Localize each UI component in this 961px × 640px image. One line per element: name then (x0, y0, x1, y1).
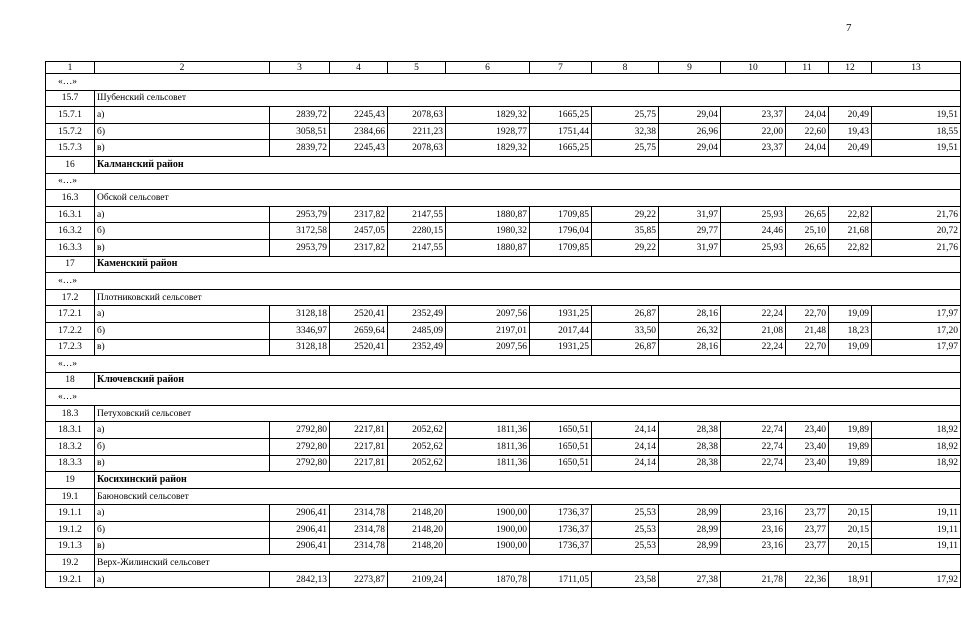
omission-row (46, 389, 961, 406)
table-cell: 1931,25 (530, 339, 592, 356)
table-cell: 21,76 (872, 239, 961, 256)
table-cell: 28,38 (659, 439, 721, 456)
table-cell: 2352,49 (388, 339, 446, 356)
table-cell: 1711,05 (530, 571, 592, 588)
omission-mark: «…» (46, 173, 961, 190)
table-cell: 28,38 (659, 422, 721, 439)
table-cell: 18,23 (829, 322, 872, 339)
table-cell: 2317,82 (330, 239, 388, 256)
table-cell: 2017,44 (530, 322, 592, 339)
district-row (46, 372, 961, 389)
table-cell: 23,16 (721, 522, 786, 539)
row-code: 17 (46, 256, 95, 273)
table-cell: 1665,25 (530, 140, 592, 157)
council-row (46, 289, 961, 306)
table-cell: 19,51 (872, 140, 961, 157)
table-cell: 2906,41 (270, 505, 330, 522)
table-cell: 24,14 (592, 422, 659, 439)
table-cell: 26,87 (592, 306, 659, 323)
table-cell: 32,38 (592, 123, 659, 140)
table-cell: 24,14 (592, 455, 659, 472)
table-cell: 28,38 (659, 455, 721, 472)
table-row (46, 107, 961, 124)
row-label: б) (95, 322, 270, 339)
council-name: Шубенский сельсовет (95, 90, 961, 107)
row-code: 18.3 (46, 405, 95, 422)
council-name: Баюновский сельсовет (95, 488, 961, 505)
table-cell: 17,20 (872, 322, 961, 339)
table-cell: 23,77 (786, 522, 829, 539)
table-cell: 25,53 (592, 538, 659, 555)
table-row (46, 571, 961, 588)
table-cell: 2906,41 (270, 522, 330, 539)
table-cell: 22,00 (721, 123, 786, 140)
table-cell: 19,09 (829, 306, 872, 323)
district-row (46, 472, 961, 489)
table-cell: 21,78 (721, 571, 786, 588)
table-cell: 1650,51 (530, 422, 592, 439)
table-cell: 1829,32 (446, 107, 530, 124)
row-code: 17.2.2 (46, 322, 95, 339)
table-cell: 25,93 (721, 239, 786, 256)
table-cell: 24,46 (721, 223, 786, 240)
omission-row (46, 356, 961, 373)
table-cell: 31,97 (659, 239, 721, 256)
row-label: в) (95, 538, 270, 555)
table-cell: 27,38 (659, 571, 721, 588)
table-cell: 25,75 (592, 107, 659, 124)
omission-row (46, 74, 961, 91)
row-label: а) (95, 505, 270, 522)
table-cell: 23,16 (721, 505, 786, 522)
table-cell: 22,82 (829, 206, 872, 223)
table-cell: 19,11 (872, 505, 961, 522)
table-body (46, 62, 961, 588)
table-cell: 19,11 (872, 538, 961, 555)
omission-row (46, 273, 961, 290)
table-cell: 2097,56 (446, 339, 530, 356)
table-cell: 1736,37 (530, 538, 592, 555)
table-cell: 2109,24 (388, 571, 446, 588)
table-cell: 29,77 (659, 223, 721, 240)
table-cell: 2906,41 (270, 538, 330, 555)
table-cell: 2097,56 (446, 306, 530, 323)
council-row (46, 488, 961, 505)
row-code: 17.2 (46, 289, 95, 306)
table-cell: 19,51 (872, 107, 961, 124)
table-cell: 1811,36 (446, 455, 530, 472)
table-cell: 1900,00 (446, 505, 530, 522)
table-cell: 1751,44 (530, 123, 592, 140)
table-cell: 33,50 (592, 322, 659, 339)
table-cell: 19,89 (829, 422, 872, 439)
table-row (46, 223, 961, 240)
table-cell: 2659,64 (330, 322, 388, 339)
table-cell: 1736,37 (530, 505, 592, 522)
table-cell: 2842,13 (270, 571, 330, 588)
table-cell: 22,74 (721, 439, 786, 456)
table-cell: 22,74 (721, 422, 786, 439)
table-cell: 35,85 (592, 223, 659, 240)
table-cell: 18,55 (872, 123, 961, 140)
table-cell: 2280,15 (388, 223, 446, 240)
table-cell: 2792,80 (270, 439, 330, 456)
table-cell: 20,49 (829, 107, 872, 124)
table-cell: 1980,32 (446, 223, 530, 240)
row-code: 19 (46, 472, 95, 489)
table-cell: 2052,62 (388, 422, 446, 439)
table-cell: 1900,00 (446, 538, 530, 555)
table-cell: 23,37 (721, 140, 786, 157)
row-code: 19.2 (46, 555, 95, 572)
table-cell: 2245,43 (330, 140, 388, 157)
table-cell: 26,65 (786, 206, 829, 223)
row-code: 16.3.1 (46, 206, 95, 223)
table-cell: 28,16 (659, 306, 721, 323)
row-code: 18.3.2 (46, 439, 95, 456)
row-label: в) (95, 239, 270, 256)
page-number: 7 (846, 22, 852, 34)
table-cell: 1650,51 (530, 455, 592, 472)
table-cell: 1900,00 (446, 522, 530, 539)
table-cell: 2148,20 (388, 505, 446, 522)
row-label: б) (95, 522, 270, 539)
table-cell: 21,08 (721, 322, 786, 339)
table-row (46, 306, 961, 323)
table-cell: 22,24 (721, 339, 786, 356)
tariff-table (45, 61, 961, 588)
row-code: 19.1.3 (46, 538, 95, 555)
column-header: 2 (95, 62, 270, 74)
table-cell: 2384,66 (330, 123, 388, 140)
table-cell: 19,11 (872, 522, 961, 539)
table-row (46, 123, 961, 140)
table-header-row (46, 62, 961, 74)
omission-mark: «…» (46, 389, 961, 406)
table-cell: 23,37 (721, 107, 786, 124)
table-cell: 20,49 (829, 140, 872, 157)
table-cell: 1870,78 (446, 571, 530, 588)
council-name: Обской сельсовет (95, 190, 961, 207)
row-code: 17.2.1 (46, 306, 95, 323)
table-cell: 19,89 (829, 455, 872, 472)
table-cell: 20,15 (829, 522, 872, 539)
table-cell: 26,65 (786, 239, 829, 256)
table-row (46, 455, 961, 472)
table-cell: 1811,36 (446, 422, 530, 439)
table-cell: 23,58 (592, 571, 659, 588)
omission-mark: «…» (46, 273, 961, 290)
table-cell: 1811,36 (446, 439, 530, 456)
table-cell: 24,04 (786, 107, 829, 124)
row-code: 15.7.3 (46, 140, 95, 157)
column-header: 7 (530, 62, 592, 74)
row-code: 16.3 (46, 190, 95, 207)
table-cell: 21,68 (829, 223, 872, 240)
table-cell: 26,96 (659, 123, 721, 140)
table-cell: 23,16 (721, 538, 786, 555)
table-row (46, 239, 961, 256)
council-row (46, 555, 961, 572)
table-cell: 20,15 (829, 538, 872, 555)
table-cell: 2792,80 (270, 455, 330, 472)
table-cell: 2314,78 (330, 522, 388, 539)
row-code: 17.2.3 (46, 339, 95, 356)
table-cell: 23,40 (786, 455, 829, 472)
table-cell: 2052,62 (388, 439, 446, 456)
table-cell: 29,04 (659, 140, 721, 157)
table-cell: 23,40 (786, 439, 829, 456)
table-cell: 2953,79 (270, 206, 330, 223)
table-cell: 2197,01 (446, 322, 530, 339)
row-code: 19.2.1 (46, 571, 95, 588)
table-cell: 23,77 (786, 505, 829, 522)
table-cell: 31,97 (659, 206, 721, 223)
column-header: 12 (829, 62, 872, 74)
row-code: 18 (46, 372, 95, 389)
table-cell: 17,97 (872, 306, 961, 323)
table-row (46, 140, 961, 157)
table-cell: 20,72 (872, 223, 961, 240)
table-row (46, 522, 961, 539)
table-cell: 22,24 (721, 306, 786, 323)
table-cell: 2078,63 (388, 140, 446, 157)
table-cell: 18,91 (829, 571, 872, 588)
council-name: Плотниковский сельсовет (95, 289, 961, 306)
table-cell: 1880,87 (446, 239, 530, 256)
table-cell: 21,48 (786, 322, 829, 339)
table-cell: 3128,18 (270, 339, 330, 356)
table-cell: 22,70 (786, 339, 829, 356)
council-row (46, 90, 961, 107)
row-label: а) (95, 306, 270, 323)
council-row (46, 405, 961, 422)
district-name: Ключевский район (95, 372, 961, 389)
table-cell: 3058,51 (270, 123, 330, 140)
row-label: в) (95, 339, 270, 356)
table-cell: 28,16 (659, 339, 721, 356)
table-cell: 25,53 (592, 522, 659, 539)
row-label: а) (95, 422, 270, 439)
table-cell: 29,22 (592, 206, 659, 223)
table-cell: 28,99 (659, 505, 721, 522)
table-cell: 2839,72 (270, 140, 330, 157)
column-header: 8 (592, 62, 659, 74)
table-cell: 24,04 (786, 140, 829, 157)
table-cell: 18,92 (872, 422, 961, 439)
table-cell: 22,60 (786, 123, 829, 140)
table-cell: 23,77 (786, 538, 829, 555)
council-name: Верх-Жилинский сельсовет (95, 555, 961, 572)
table-cell: 19,43 (829, 123, 872, 140)
table-cell: 3346,97 (270, 322, 330, 339)
table-cell: 28,99 (659, 538, 721, 555)
row-label: б) (95, 439, 270, 456)
row-code: 19.1.2 (46, 522, 95, 539)
table-cell: 1796,04 (530, 223, 592, 240)
table-cell: 2352,49 (388, 306, 446, 323)
table-cell: 3172,58 (270, 223, 330, 240)
table-cell: 2273,87 (330, 571, 388, 588)
district-name: Калманский район (95, 156, 961, 173)
table-cell: 22,36 (786, 571, 829, 588)
row-code: 16.3.2 (46, 223, 95, 240)
table-cell: 2245,43 (330, 107, 388, 124)
table-cell: 2148,20 (388, 538, 446, 555)
row-label: а) (95, 571, 270, 588)
table-cell: 3128,18 (270, 306, 330, 323)
row-label: в) (95, 140, 270, 157)
table-cell: 20,15 (829, 505, 872, 522)
table-cell: 25,75 (592, 140, 659, 157)
table-cell: 2147,55 (388, 239, 446, 256)
table-cell: 22,74 (721, 455, 786, 472)
row-code: 18.3.3 (46, 455, 95, 472)
table-cell: 22,82 (829, 239, 872, 256)
table-cell: 2211,23 (388, 123, 446, 140)
table-cell: 25,93 (721, 206, 786, 223)
row-label: а) (95, 107, 270, 124)
column-header: 5 (388, 62, 446, 74)
table-cell: 2314,78 (330, 505, 388, 522)
table-cell: 2314,78 (330, 538, 388, 555)
table-cell: 1709,85 (530, 206, 592, 223)
table-cell: 18,92 (872, 455, 961, 472)
council-name: Петуховский сельсовет (95, 405, 961, 422)
column-header: 1 (46, 62, 95, 74)
table-row (46, 422, 961, 439)
table-cell: 2792,80 (270, 422, 330, 439)
table-cell: 26,32 (659, 322, 721, 339)
table-cell: 2520,41 (330, 339, 388, 356)
row-code: 16 (46, 156, 95, 173)
table-row (46, 322, 961, 339)
table-cell: 2147,55 (388, 206, 446, 223)
table-cell: 2317,82 (330, 206, 388, 223)
table-cell: 19,89 (829, 439, 872, 456)
table-cell: 19,09 (829, 339, 872, 356)
column-header: 11 (786, 62, 829, 74)
table-cell: 1736,37 (530, 522, 592, 539)
table-cell: 2217,81 (330, 422, 388, 439)
row-code: 18.3.1 (46, 422, 95, 439)
omission-mark: «…» (46, 356, 961, 373)
table-cell: 1650,51 (530, 439, 592, 456)
table-row (46, 538, 961, 555)
table-cell: 1829,32 (446, 140, 530, 157)
row-label: б) (95, 223, 270, 240)
table-cell: 25,10 (786, 223, 829, 240)
district-row (46, 256, 961, 273)
table-cell: 2839,72 (270, 107, 330, 124)
table-cell: 1709,85 (530, 239, 592, 256)
table-cell: 26,87 (592, 339, 659, 356)
table-cell: 25,53 (592, 505, 659, 522)
table-cell: 29,04 (659, 107, 721, 124)
table-cell: 2485,09 (388, 322, 446, 339)
row-label: а) (95, 206, 270, 223)
column-header: 3 (270, 62, 330, 74)
council-row (46, 190, 961, 207)
table-row (46, 339, 961, 356)
row-code: 19.1.1 (46, 505, 95, 522)
table-cell: 2953,79 (270, 239, 330, 256)
column-header: 6 (446, 62, 530, 74)
row-label: в) (95, 455, 270, 472)
table-row (46, 439, 961, 456)
table-cell: 2148,20 (388, 522, 446, 539)
district-name: Косихинский район (95, 472, 961, 489)
row-code: 19.1 (46, 488, 95, 505)
table-cell: 18,92 (872, 439, 961, 456)
column-header: 13 (872, 62, 961, 74)
table-cell: 2457,05 (330, 223, 388, 240)
column-header: 4 (330, 62, 388, 74)
table-cell: 2520,41 (330, 306, 388, 323)
table-cell: 1931,25 (530, 306, 592, 323)
table-cell: 1665,25 (530, 107, 592, 124)
table-cell: 21,76 (872, 206, 961, 223)
table-cell: 1928,77 (446, 123, 530, 140)
table-row (46, 206, 961, 223)
table-cell: 1880,87 (446, 206, 530, 223)
table-cell: 23,40 (786, 422, 829, 439)
table-cell: 2217,81 (330, 439, 388, 456)
table-cell: 17,97 (872, 339, 961, 356)
table-cell: 22,70 (786, 306, 829, 323)
table-cell: 28,99 (659, 522, 721, 539)
table-row (46, 505, 961, 522)
district-name: Каменский район (95, 256, 961, 273)
omission-row (46, 173, 961, 190)
omission-mark: «…» (46, 74, 961, 91)
table-cell: 2078,63 (388, 107, 446, 124)
table-cell: 29,22 (592, 239, 659, 256)
row-label: б) (95, 123, 270, 140)
district-row (46, 156, 961, 173)
row-code: 15.7.1 (46, 107, 95, 124)
column-header: 9 (659, 62, 721, 74)
row-code: 15.7.2 (46, 123, 95, 140)
table-cell: 24,14 (592, 439, 659, 456)
table-cell: 17,92 (872, 571, 961, 588)
column-header: 10 (721, 62, 786, 74)
table-cell: 2217,81 (330, 455, 388, 472)
table-cell: 2052,62 (388, 455, 446, 472)
row-code: 16.3.3 (46, 239, 95, 256)
row-code: 15.7 (46, 90, 95, 107)
